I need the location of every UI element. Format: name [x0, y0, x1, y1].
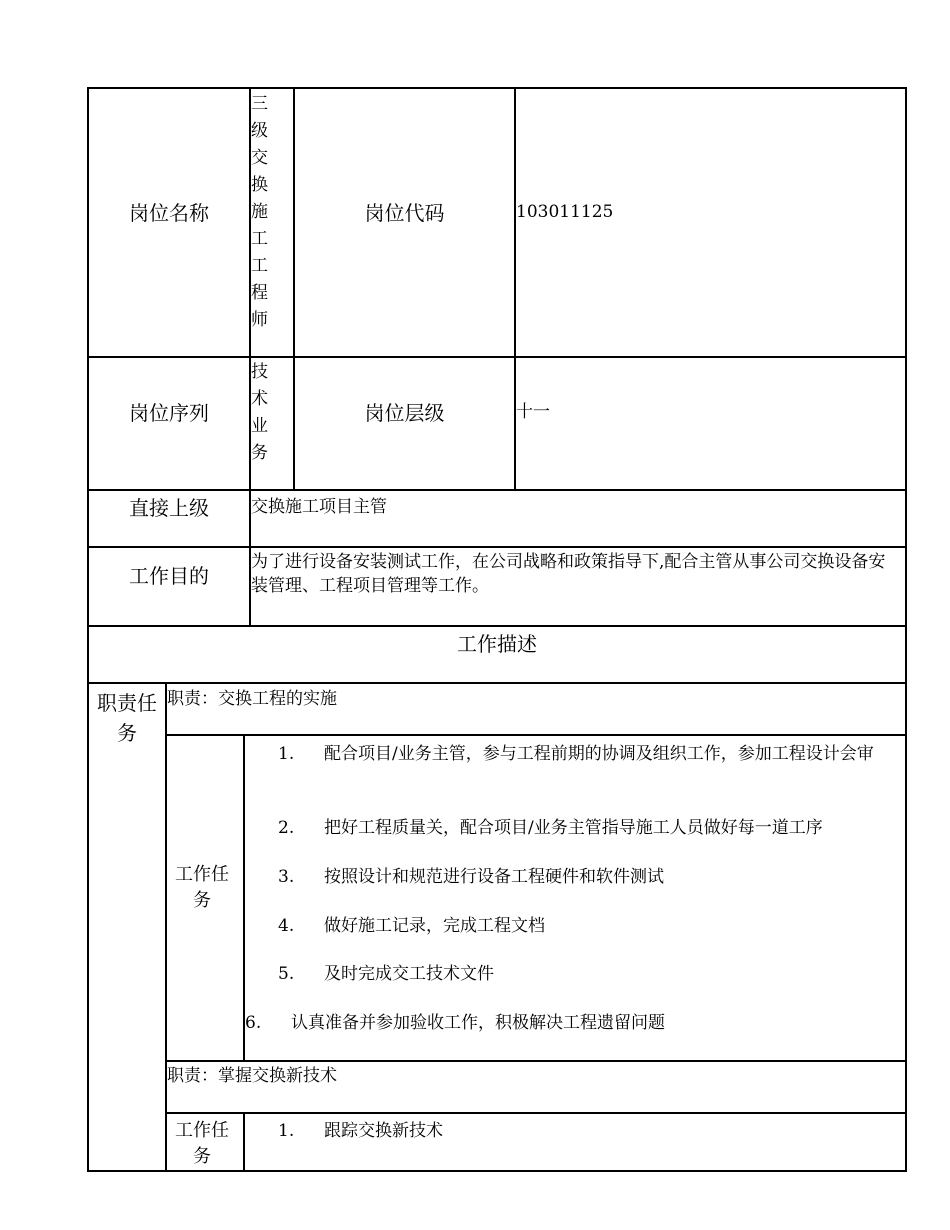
task-number: 3.: [278, 867, 295, 887]
position-name-label: 岗位名称: [129, 201, 209, 225]
task-item: [278, 815, 898, 841]
task-number: 1.: [278, 1121, 295, 1141]
task-label: 工作任务: [175, 1120, 229, 1167]
description-header: 工作描述: [457, 632, 537, 656]
sequence-label: 岗位序列: [129, 401, 209, 425]
task-item: [278, 864, 898, 890]
task-text: 把好工程质量关，配合项目/业务主管指导施工人员做好每一道工序: [324, 818, 823, 838]
task-number: 1.: [278, 744, 295, 764]
task-text: 配合项目/业务主管，参与工程前期的协调及组织工作，参加工程设计会审: [324, 744, 874, 764]
task-number: 2.: [278, 818, 295, 838]
task-text: 及时完成交工技术文件: [324, 964, 494, 984]
task-text: 跟踪交换新技术: [324, 1121, 443, 1141]
task-number: 6.: [245, 1013, 262, 1033]
superior-value: 交换施工项目主管: [251, 497, 387, 517]
purpose-label: 工作目的: [129, 564, 209, 588]
task-text: 做好施工记录，完成工程文档: [324, 916, 545, 936]
task-item: [278, 913, 898, 939]
position-name-value: 三级交换施工工程师: [251, 94, 268, 330]
duty-title: 职责：交换工程的实施: [167, 689, 337, 709]
duty-task-label: 职责任务: [97, 691, 157, 745]
sequence-value: 技术业务: [251, 362, 268, 463]
level-value: 十一: [516, 402, 550, 422]
task-text: 按照设计和规范进行设备工程硬件和软件测试: [324, 867, 664, 887]
task-number: 5.: [278, 964, 295, 984]
task-item: [278, 741, 898, 767]
duty-title: 职责：掌握交换新技术: [167, 1066, 337, 1086]
task-item: [245, 1010, 895, 1036]
task-item: [278, 961, 898, 987]
position-code-value: 103011125: [516, 202, 614, 222]
task-number: 4.: [278, 916, 295, 936]
position-code-label: 岗位代码: [364, 201, 445, 225]
level-label: 岗位层级: [364, 401, 445, 425]
task-item: [278, 1118, 898, 1144]
task-text: 认真准备并参加验收工作，积极解决工程遗留问题: [291, 1013, 665, 1033]
purpose-value: 为了进行设备安装测试工作，在公司战略和政策指导下,配合主管从事公司交换设备安装管理、工程项目管理等工作。: [251, 552, 886, 596]
task-label: 工作任务: [175, 864, 229, 911]
superior-label: 直接上级: [129, 496, 209, 520]
